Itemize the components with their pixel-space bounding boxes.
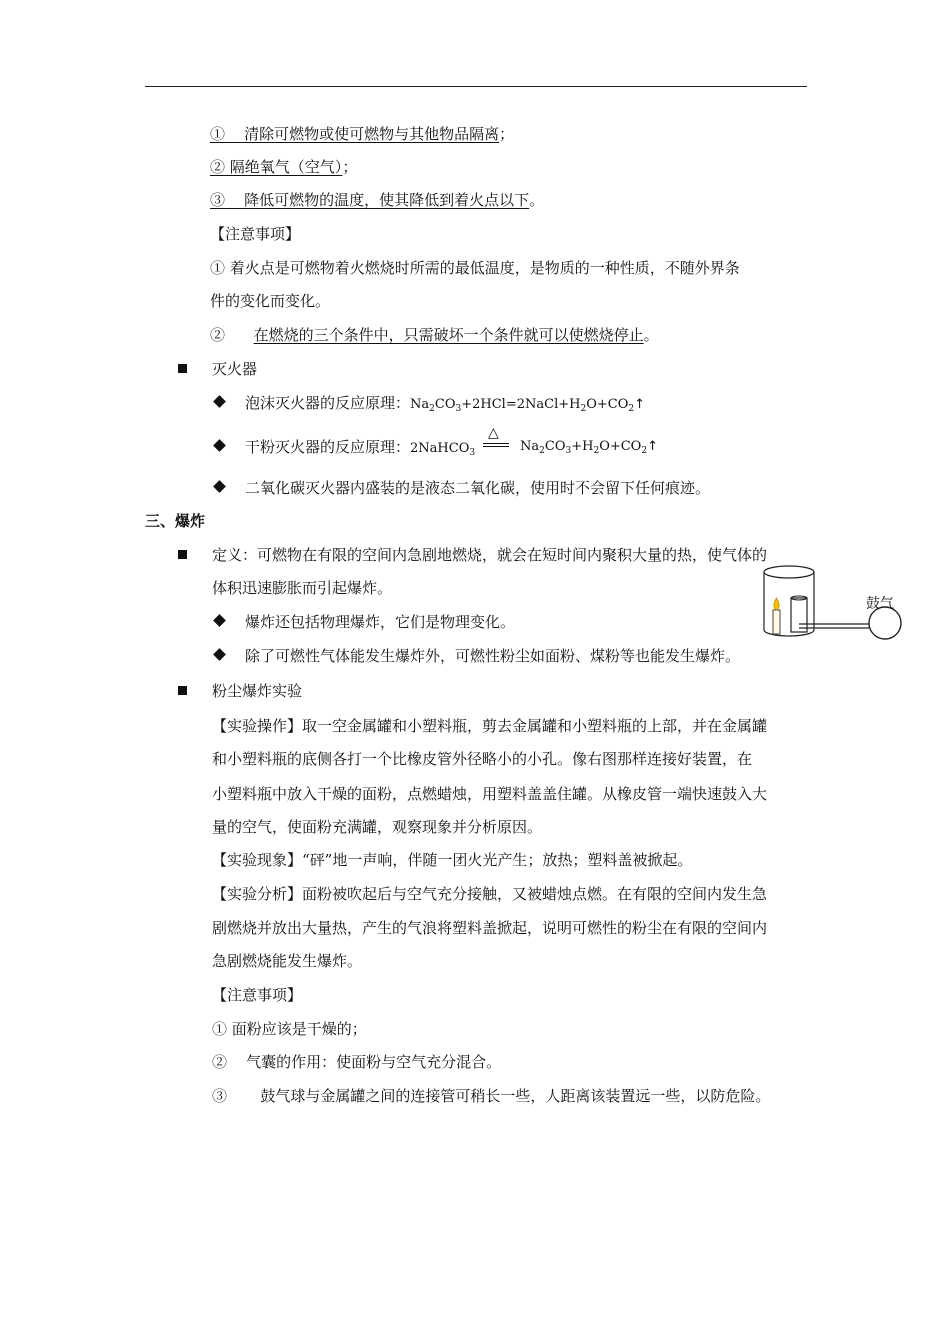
- foam-label: 泡沫灭火器的反应原理：: [245, 394, 411, 412]
- delta-icon: △: [488, 425, 499, 441]
- extinguisher-heading: 灭火器: [212, 360, 258, 378]
- can-top-rim: [764, 566, 814, 578]
- analysis-line-2: 剧燃烧并放出大量热，产生的气浪将塑料盖掀起，说明可燃性的粉尘在有限的空间内: [212, 919, 768, 937]
- foam-extinguisher: [245, 393, 645, 419]
- section-title-explosion: 三、爆炸: [145, 512, 206, 530]
- heat-condition: [483, 425, 509, 451]
- physical-explosion: 爆炸还包括物理爆炸，它们是物理变化。: [245, 613, 516, 631]
- flame-icon: [774, 598, 779, 610]
- operation-line-2: 和小塑料瓶的底侧各打一个比橡皮管外径略小的小孔。像右图那样连接好装置，在: [212, 750, 753, 768]
- method-1-text: 清除可燃物或使可燃物与其他物品隔离: [244, 125, 500, 143]
- operation-line-4: 量的空气，使面粉充满罐，观察现象并分析原因。: [212, 818, 543, 836]
- method-2-text: 隔绝氧气（空气）: [229, 158, 343, 176]
- experiment-heading: 粉尘爆炸实验: [212, 682, 303, 700]
- exp-note-2: ② 气囊的作用：使面粉与空气充分混合。: [212, 1053, 502, 1071]
- definition-line-2: 体积迅速膨胀而引起爆炸。: [212, 579, 393, 597]
- diamond-bullet-icon: [214, 615, 226, 627]
- dry-powder-extinguisher: [245, 437, 475, 463]
- square-bullet-icon: [178, 550, 187, 559]
- analysis-line-1: 【实验分析】面粉被吹起后与空气充分接触，又被蜡烛点燃。在有限的空间内发生急: [212, 885, 768, 903]
- definition-line-1: 定义：可燃物在有限的空间内急剧地燃烧，就会在短时间内聚积大量的热，使气体的: [212, 546, 768, 564]
- foam-equation: $Na_2CO_3+2HCl=2NaCl+H_2O+CO_2↑$: [410, 397, 645, 414]
- diamond-bullet-icon: [214, 440, 226, 452]
- gas-arrow-icon: ↑: [634, 397, 645, 412]
- phenomenon: 【实验现象】“砰”地一声响，伴随一团火光产生；放热；塑料盖被掀起。: [212, 851, 693, 869]
- method-3-num: ③: [210, 191, 226, 209]
- dry-equation: 2NaHCO$_3$: [410, 441, 476, 458]
- figure-label-air: 鼓气: [866, 596, 894, 612]
- dust-explosion: 除了可燃性气体能发生爆炸外，可燃性粉尘如面粉、煤粉等也能发生爆炸。: [245, 647, 741, 665]
- method-3: ③ 降低可燃物的温度，使其降低到着火点以下。: [210, 191, 545, 209]
- gas-arrow-icon: ↑: [647, 439, 658, 454]
- candle-icon: [773, 610, 780, 634]
- note-1-line-1: ① 着火点是可燃物着火燃烧时所需的最低温度，是物质的一种性质，不随外界条: [210, 259, 740, 277]
- note-2-text: 在燃烧的三个条件中，只需破坏一个条件就可以使燃烧停止: [253, 326, 644, 344]
- square-bullet-icon: [178, 686, 187, 695]
- exp-note-1: ① 面粉应该是干燥的；: [212, 1020, 367, 1038]
- diamond-bullet-icon: [214, 649, 226, 661]
- dry-label: 干粉灭火器的反应原理：: [245, 438, 411, 456]
- method-1-num: ①: [210, 125, 226, 143]
- operation-line-1: 【实验操作】取一空金属罐和小塑料瓶，剪去金属罐和小塑料瓶的上部，并在金属罐: [212, 717, 768, 735]
- diamond-bullet-icon: [214, 481, 226, 493]
- plastic-bottle-icon: [791, 598, 807, 632]
- square-bullet-icon: [178, 364, 187, 373]
- diamond-bullet-icon: [214, 396, 226, 408]
- method-1: ① 清除可燃物或使可燃物与其他物品隔离；: [210, 125, 515, 143]
- method-3-text: 降低可燃物的温度，使其降低到着火点以下: [244, 191, 530, 209]
- note-2-num: ②: [210, 326, 226, 344]
- header-rule: [145, 86, 807, 87]
- method-2-num: ②: [210, 158, 226, 176]
- dry-equation-products: $Na_2CO_3+H_2O+CO_2↑$: [520, 439, 658, 456]
- note-1-line-2: 件的变化而变化。: [210, 292, 331, 310]
- note-2: ② 在燃烧的三个条件中，只需破坏一个条件就可以使燃烧停止。: [210, 326, 659, 344]
- operation-line-3: 小塑料瓶中放入干燥的面粉，点燃蜡烛，用塑料盖盖住罐。从橡皮管一端快速鼓入大: [212, 785, 768, 803]
- method-2: ② 隔绝氧气（空气）；: [210, 158, 358, 176]
- notes-heading-1: 【注意事项】: [210, 225, 301, 243]
- analysis-line-3: 急剧燃烧能发生爆炸。: [212, 952, 363, 970]
- co2-extinguisher: 二氧化碳灭火器内盛装的是液态二氧化碳，使用时不会留下任何痕迹。: [245, 479, 711, 497]
- exp-note-3: ③ 鼓气球与金属罐之间的连接管可稍长一些，人距离该装置远一些，以防危险。: [212, 1087, 771, 1105]
- notes-heading-2: 【注意事项】: [212, 986, 303, 1004]
